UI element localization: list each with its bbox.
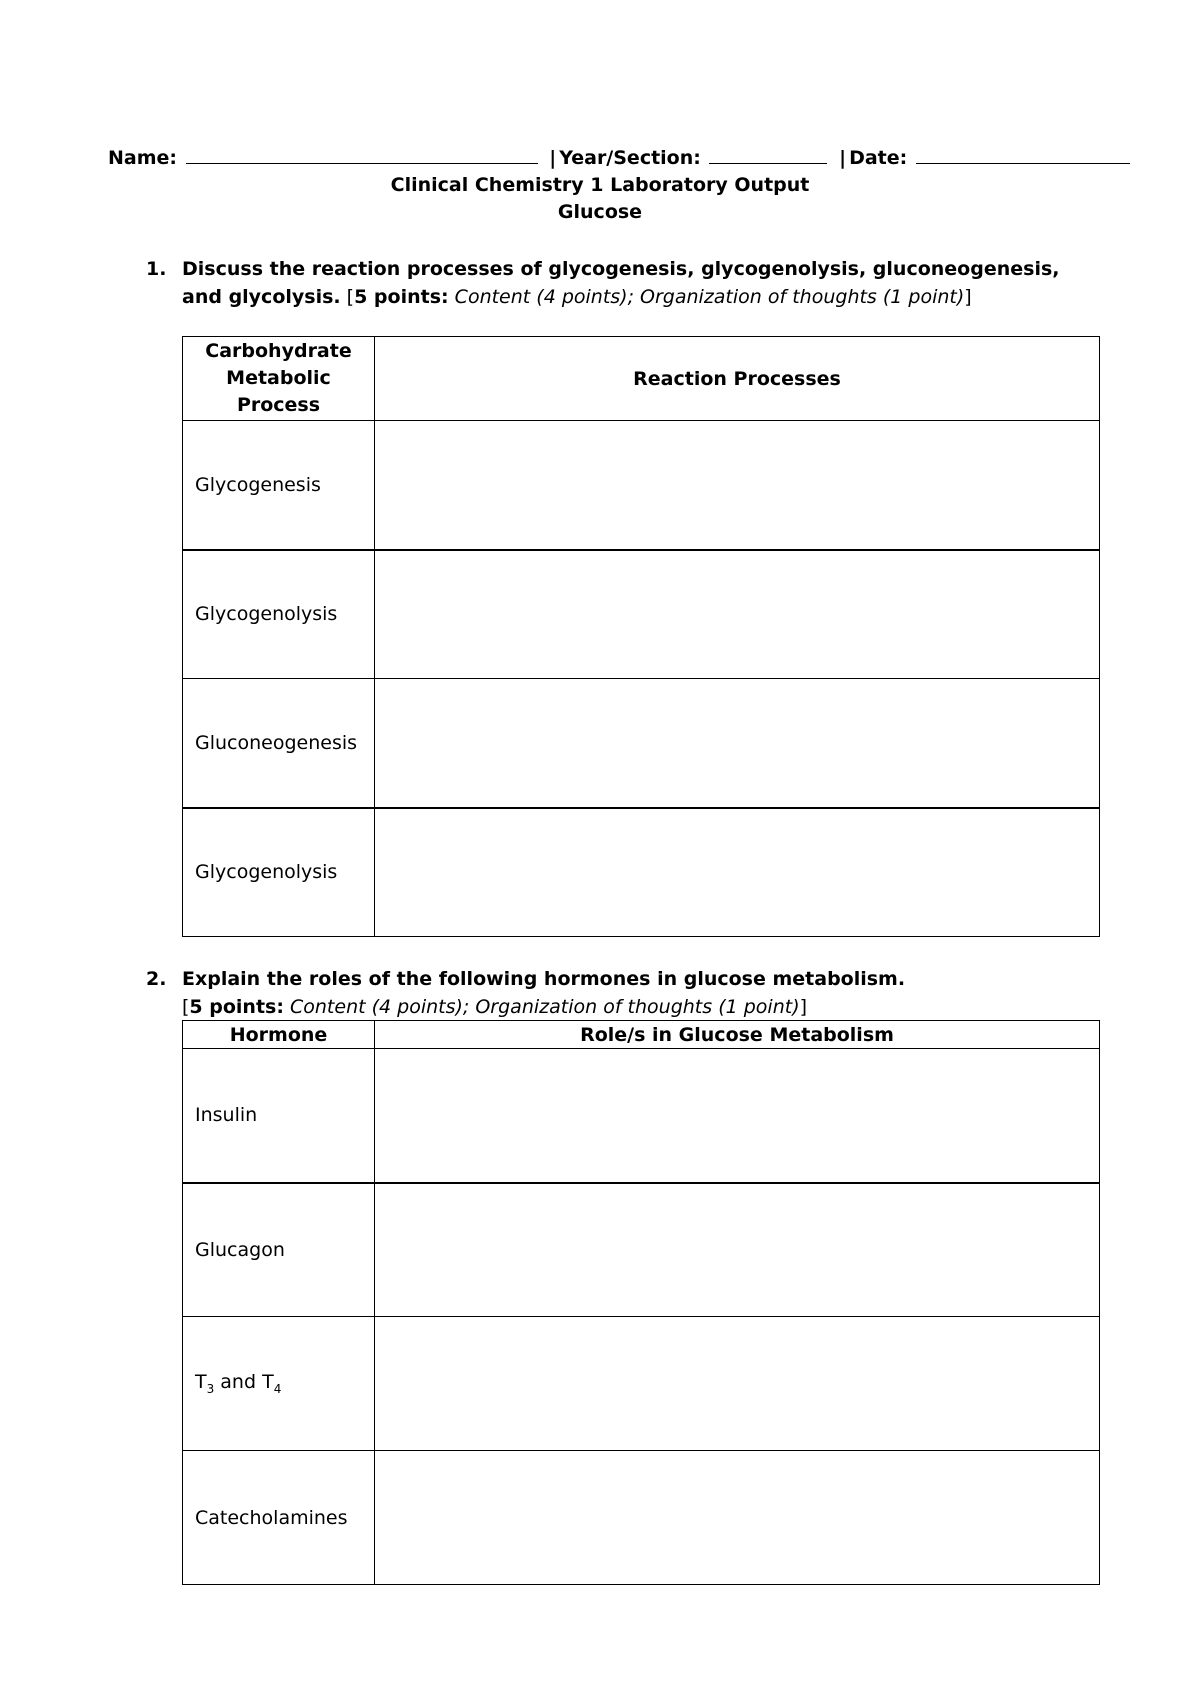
row-label: Catecholamines: [183, 1451, 375, 1585]
table-header-row: [183, 1021, 1100, 1049]
separator: |: [839, 147, 847, 169]
row-label: $T_3$ and $T_4$: [183, 1317, 375, 1451]
question-number: 2.: [146, 968, 167, 990]
table-row: [183, 421, 1100, 550]
answer-cell[interactable]: [375, 1183, 1100, 1317]
student-info-line: [108, 146, 1132, 169]
rubric: [5 points: Content (4 points); Organization of thoughts (1 point)]: [182, 996, 808, 1018]
year-section-blank[interactable]: [709, 146, 827, 164]
document-title: Clinical Chemistry 1 Laboratory Output: [390, 174, 810, 196]
rubric: [5 points: Content (4 points); Organization of thoughts (1 point)]: [346, 286, 972, 308]
question-text: Explain the roles of the following hormones in glucose metabolism.: [182, 968, 906, 990]
column-header: Role/s in Glucose Metabolism: [375, 1021, 1100, 1049]
row-label: Glucagon: [183, 1183, 375, 1317]
row-label: Gluconeogenesis: [183, 679, 375, 808]
table-header-row: [183, 337, 1100, 421]
name-blank[interactable]: [186, 146, 538, 164]
table-row: [183, 1317, 1100, 1451]
question-text: Discuss the reaction processes of glycogenesis, glycogenolysis, gluconeogenesis, and glycolysis.: [182, 258, 1060, 308]
answer-cell[interactable]: [375, 1451, 1100, 1585]
answer-cell[interactable]: [375, 808, 1100, 937]
answer-cell[interactable]: [375, 1317, 1100, 1451]
row-label: Glycogenolysis: [183, 550, 375, 679]
column-header: Carbohydrate Metabolic Process: [183, 337, 375, 421]
table-row: [183, 808, 1100, 937]
table-row: [183, 1451, 1100, 1585]
answer-cell[interactable]: [375, 421, 1100, 550]
date-blank[interactable]: [916, 146, 1130, 164]
table-row: [183, 679, 1100, 808]
row-label: Insulin: [183, 1049, 375, 1183]
column-header: Reaction Processes: [375, 337, 1100, 421]
answer-cell[interactable]: [375, 679, 1100, 808]
hormone-table: [182, 1020, 1100, 1585]
table-row: [183, 1183, 1100, 1317]
question-number: 1.: [146, 258, 167, 280]
answer-cell[interactable]: [375, 550, 1100, 679]
column-header: Hormone: [183, 1021, 375, 1049]
metabolic-process-table: [182, 336, 1100, 937]
date-label: Date:: [849, 147, 908, 169]
document-subtitle: Glucose: [557, 201, 643, 223]
row-label: Glycogenesis: [183, 421, 375, 550]
table-row: [183, 1049, 1100, 1183]
answer-cell[interactable]: [375, 1049, 1100, 1183]
name-label: Name:: [108, 147, 178, 169]
separator: |: [549, 147, 557, 169]
row-label: Glycogenolysis: [183, 808, 375, 937]
year-section-label: Year/Section:: [559, 147, 701, 169]
table-row: [183, 550, 1100, 679]
